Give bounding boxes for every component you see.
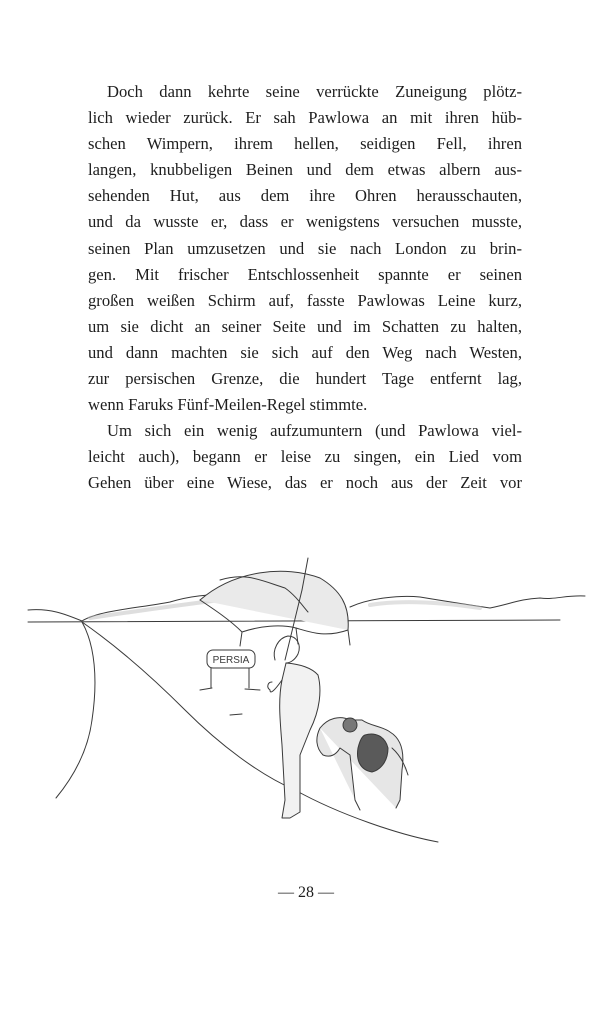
body-text xyxy=(88,79,522,497)
paragraph-1 xyxy=(88,79,522,418)
page-number: — 28 — xyxy=(278,884,334,901)
text-line: großen weißen Schirm auf, fasste Pawlowas Leine kurz, xyxy=(88,290,522,310)
text-line: sehenden Hut, aus dem ihre Ohren herausschauten, xyxy=(88,186,522,206)
text-line: zur persischen Grenze, die hundert Tage entfernt lag, xyxy=(88,369,522,389)
paragraph-2 xyxy=(88,418,522,496)
text-line: gen. Mit frischer Entschlossenheit spannte er seinen xyxy=(88,264,522,284)
text-line: Doch dann kehrte seine verrückte Zuneigung plötz- xyxy=(107,82,522,101)
text-line: schen Wimpern, ihrem hellen, seidigen Fell, ihren xyxy=(88,134,522,154)
text-line: um sie dicht an seiner Seite und im Schatten zu halten, xyxy=(88,316,522,336)
text-line: seinen Plan umzusetzen und sie nach London zu brin- xyxy=(88,238,522,258)
text-line: Gehen über eine Wiese, das er noch aus der Zeit vor xyxy=(88,473,522,493)
road-left-edge xyxy=(56,622,95,798)
text-line: lich wieder zurück. Er sah Pawlowa an mit ihren hüb- xyxy=(88,108,522,128)
text-line: Um sich ein wenig aufzumuntern (und Pawlowa viel- xyxy=(107,421,522,441)
text-line: langen, knubbeligen Beinen und dem etwas albern aus- xyxy=(88,160,522,180)
text-line: und da wusste er, dass er wenigstens versuchen musste, xyxy=(88,212,522,232)
text-line: leicht auch), begann er leise zu singen, ein Lied vom xyxy=(88,447,522,467)
text-line: wenn Faruks Fünf-Meilen-Regel stimmte. xyxy=(88,395,368,415)
man-figure xyxy=(274,636,299,663)
left-hills xyxy=(28,595,225,621)
persia-sign-text: PERSIA xyxy=(212,655,250,666)
text-line: und dann machten sie sich auf den Weg nach Westen, xyxy=(88,342,522,362)
illustration xyxy=(20,550,592,850)
